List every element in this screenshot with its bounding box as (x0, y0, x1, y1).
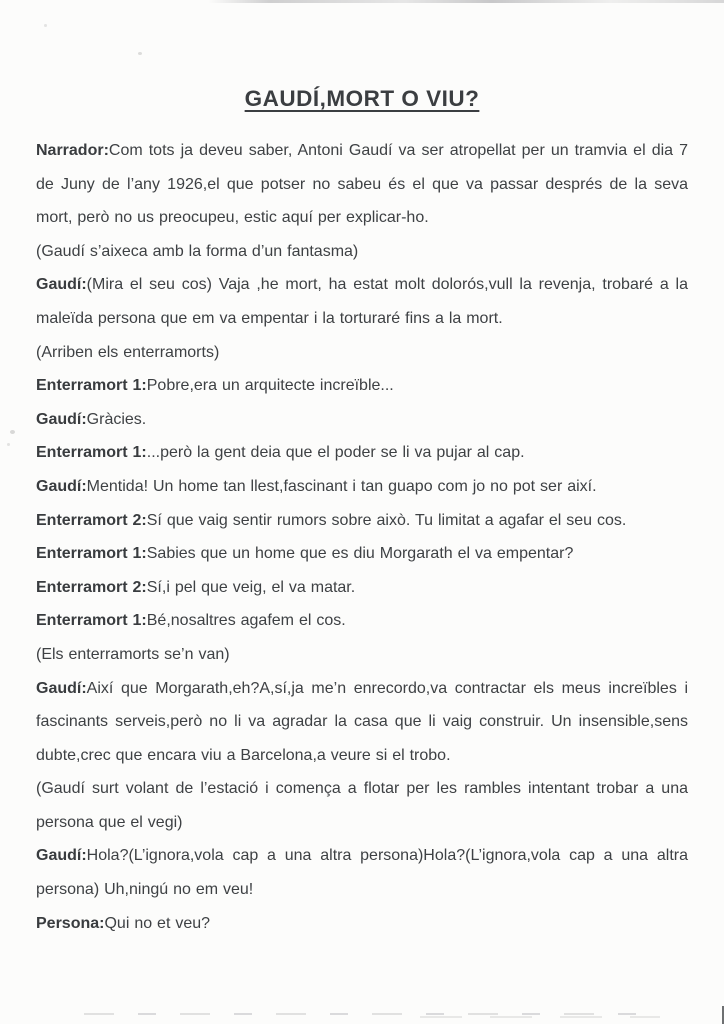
line-text: Sabies que un home que es diu Morgarath el va empentar? (146, 545, 574, 563)
scan-artifact-speck (138, 52, 142, 55)
speaker-label: Gaudí: (36, 847, 87, 865)
line-text: (Arriben els enterramorts) (36, 343, 220, 361)
script-line (36, 907, 688, 941)
line-text: Hola?(L’ignora,vola cap a una altra persona)Hola?(L’ignora,vola cap a una altra persona) Uh,ningú no em veu! (36, 847, 688, 899)
scan-artifact-speck (44, 24, 47, 27)
line-text: Bé,nosaltres agafem el cos. (146, 612, 346, 630)
scan-artifact-top-edge (208, 0, 724, 3)
script-line (36, 504, 688, 538)
line-text: (Gaudí s’aixeca amb la forma d’un fantasma) (36, 242, 359, 260)
script-line (36, 134, 688, 235)
speaker-label: Persona: (36, 914, 105, 932)
script-line (36, 369, 688, 403)
stage-direction (36, 235, 688, 269)
script-line (36, 403, 688, 437)
line-text: Gràcies. (86, 410, 147, 428)
script-line (36, 604, 688, 638)
speaker-label: Enterramort 2: (36, 511, 147, 529)
stage-direction (36, 336, 688, 370)
line-text: Com tots ja deveu saber, Antoni Gaudí va ser atropellat per un tramvia el dia 7 de Juny de l’any 1926,el que potser no sabeu és el que va passar després de la seva mort, però no us preocupeu, estic aquí per explicar-ho. (36, 142, 688, 227)
stage-direction (36, 772, 688, 839)
speaker-label: Enterramort 2: (36, 578, 147, 596)
scan-artifact-speck (10, 430, 15, 434)
script-body (36, 134, 688, 940)
speaker-label: Enterramort 1: (36, 545, 147, 563)
speaker-label: Enterramort 1: (36, 612, 147, 630)
line-text: Pobre,era un arquitecte increïble... (146, 377, 394, 395)
speaker-label: Gaudí: (36, 276, 87, 294)
line-text: (Gaudí surt volant de l’estació i comença a flotar per les rambles intentant trobar a una persona que el vegi) (36, 780, 688, 831)
speaker-label: Gaudí: (36, 477, 87, 495)
script-line (36, 436, 688, 470)
scan-artifact-bottom-edge (84, 1013, 650, 1015)
line-text: Sí,i pel que veig, el va matar. (146, 578, 356, 596)
line-text: ...però la gent deia que el poder se li va pujar al cap. (146, 444, 525, 462)
script-line (36, 537, 688, 571)
stage-direction (36, 638, 688, 672)
scan-artifact-bottom-edge (420, 1016, 660, 1018)
script-line (36, 839, 688, 906)
scan-artifact-speck (7, 443, 10, 446)
line-text: Mentida! Un home tan llest,fascinant i tan guapo com jo no pot ser així. (86, 477, 597, 495)
script-line (36, 470, 688, 504)
speaker-label: Narrador: (36, 142, 109, 159)
line-text: Sí que vaig sentir rumors sobre això. Tu limitat a agafar el seu cos. (146, 511, 627, 529)
line-text: Així que Morgarath,eh?A,sí,ja me’n enrecordo,va contractar els meus increïbles i fascinants serveis,però no li va agradar la casa que li vaig construir. Un insensible,sens dubte,crec que encara viu a Barcelona,a veure si el trobo. (36, 679, 688, 764)
speaker-label: Gaudí: (36, 679, 87, 697)
speaker-label: Enterramort 1: (36, 377, 147, 395)
script-line (36, 268, 688, 335)
script-line (36, 672, 688, 773)
line-text: (Els enterramorts se’n van) (36, 645, 230, 663)
line-text: (Mira el seu cos) Vaja ,he mort, ha estat molt dolorós,vull la revenja, trobaré a la maleïda persona que em va empentar i la torturaré fins a la mort. (36, 276, 688, 327)
speaker-label: Enterramort 1: (36, 444, 147, 462)
line-text: Qui no et veu? (104, 914, 211, 932)
document-title: GAUDÍ,MORT O VIU? (244, 86, 480, 111)
speaker-label: Gaudí: (36, 410, 87, 428)
script-line (36, 571, 688, 605)
